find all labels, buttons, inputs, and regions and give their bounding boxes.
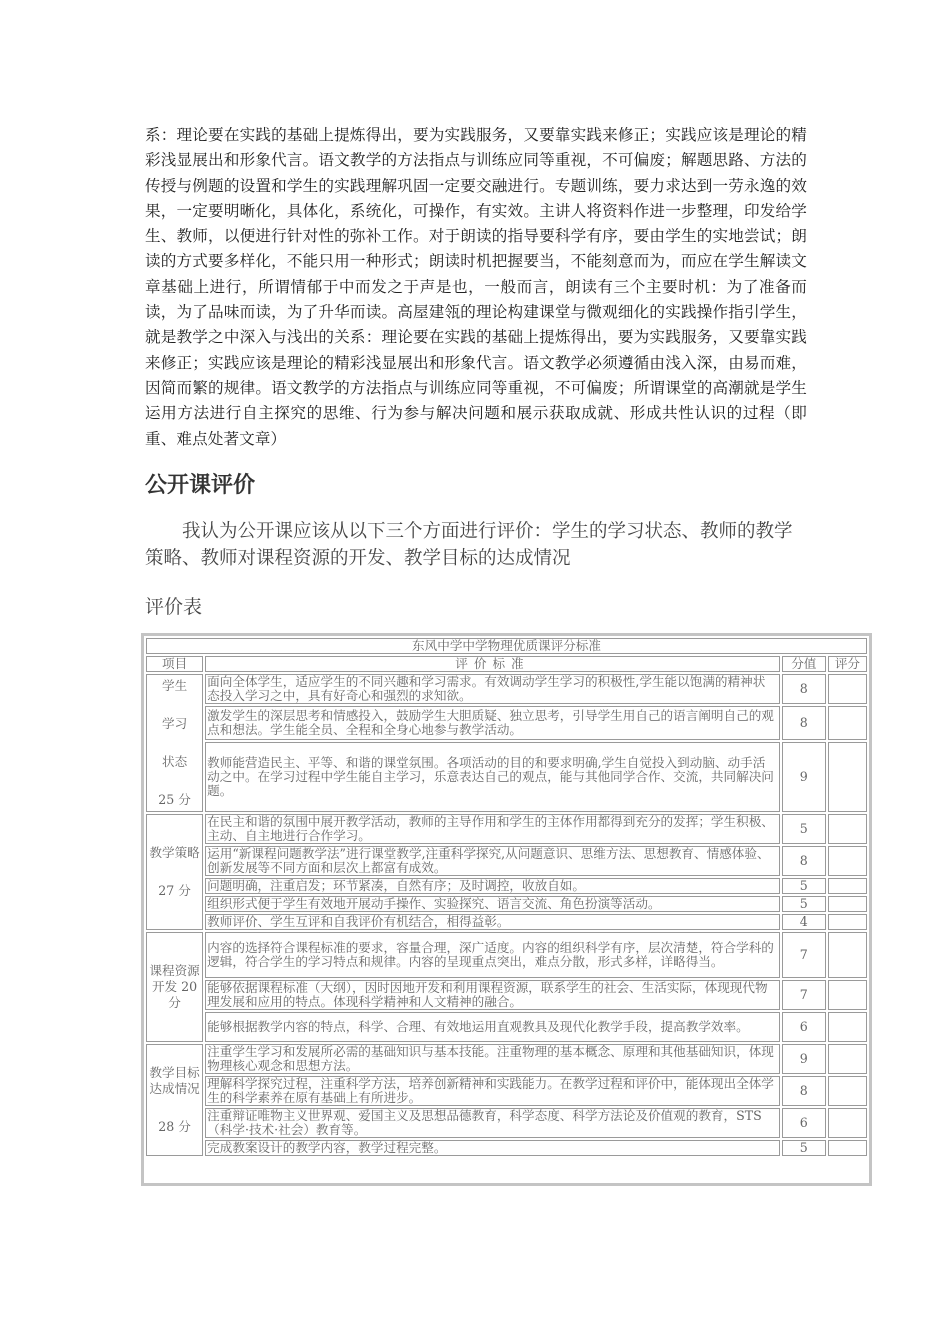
table-row	[146, 878, 867, 894]
points-cell: 5	[782, 814, 826, 844]
table-label: 评价表	[145, 596, 203, 618]
points-cell: 4	[782, 914, 826, 930]
category-spacer	[148, 732, 201, 754]
intro-paragraph: 我认为公开课应该从以下三个方面进行评价：学生的学习状态、教师的教学策略、教师对课程资源的开发、教学目标的达成情况	[145, 521, 793, 569]
criteria-cell: 在民主和谐的氛围中展开教学活动，教师的主导作用和学生的主体作用都得到充分的发挥；学生积极、主动、自主地进行合作学习。	[205, 814, 780, 844]
points-cell: 5	[782, 896, 826, 912]
criteria-cell: 能够依据课程标准（大纲），因时因地开发和利用课程资源，联系学生的社会、生活实际，体现现代物理发展和应用的特点。体现科学精神和人文精神的融合。	[205, 980, 780, 1010]
table-row	[146, 1108, 867, 1138]
points-cell: 8	[782, 674, 826, 704]
category-line: 学习	[161, 716, 188, 731]
header-criteria: 评价标准	[205, 656, 780, 672]
points-cell: 6	[782, 1108, 826, 1138]
category-line: 27 分	[158, 883, 191, 898]
criteria-cell: 教师能营造民主、平等、和谐的课堂氛围。各项活动的目的和要求明确,学生自觉投入到动脑、动手活动之中。在学习过程中学生能自主学习，乐意表达自己的观点，能与其他同学合作、交流，共同解决问题。	[205, 742, 780, 812]
criteria-cell: 注重辩证唯物主义世界观、爱国主义及思想品德教育，科学态度、科学方法论及价值观的教育，STS（科学·技术·社会）教育等。	[205, 1108, 780, 1138]
table-row	[146, 1076, 867, 1106]
points-cell: 8	[782, 846, 826, 876]
score-input-cell[interactable]	[828, 706, 867, 740]
table-row	[146, 742, 867, 812]
body-paragraph: 系：理论要在实践的基础上提炼得出，要为实践服务，又要靠实践来修正；实践应该是理论的精彩浅显展出和形象代言。语文教学的方法指点与训练应同等重视，不可偏废；解题思路、方法的传授与例题的设置和学生的实践理解巩固一定要交融进行。专题训练，要力求达到一劳永逸的效果，一定要明晰化，具体化，系统化，可操作，有实效。主讲人将资料作进一步整理，印发给学生、教师，以便进行针对性的弥补工作。对于朗读的指导要科学有序，要由学生的实地尝试；朗读的方式要多样化，不能只用一种形式；朗读时机把握要当，不能刻意而为，而应在学生解读文章基础上进行，所谓情郁于中而发之于声是也，一般而言，朗读有三个主要时机：为了准备而读，为了品味而读，为了升华而读。高屋建瓴的理论构建课堂与微观细化的实践操作指引学生，就是教学之中深入与浅出的关系：理论要在实践的基础上提炼得出，要为实践服务，又要靠实践来修正；实践应该是理论的精彩浅显展出和形象代言。语文教学必须遵循由浅入深，由易而难，因简而繁的规律。语文教学的方法指点与训练应同等重视，不可偏废；所谓课堂的高潮就是学生运用方法进行自主探究的思维、行为参与解决问题和展示获取成就、形成共性认识的过程（即重、难点处著文章）	[145, 126, 807, 448]
category-spacer	[148, 861, 201, 883]
category-line: 分	[168, 995, 181, 1010]
category-line: 课程资源	[149, 963, 200, 978]
score-input-cell[interactable]	[828, 878, 867, 894]
criteria-cell: 激发学生的深层思考和情感投入，鼓励学生大胆质疑、独立思考，引导学生用自己的语言阐明自己的观点和想法。学生能全员、全程和全身心地参与教学活动。	[205, 706, 780, 740]
score-input-cell[interactable]	[828, 896, 867, 912]
criteria-cell: 面向全体学生，适应学生的不同兴趣和学习需求。有效调动学生学习的积极性,学生能以饱满的精神状态投入学习之中，具有好奇心和强烈的求知欲。	[205, 674, 780, 704]
points-cell: 6	[782, 1012, 826, 1042]
table-row	[146, 932, 867, 978]
evaluation-table	[144, 636, 869, 1158]
category-line: 开发 20	[151, 979, 198, 994]
table-row	[146, 814, 867, 844]
category-line: 教学目标	[149, 1065, 200, 1080]
score-input-cell[interactable]	[828, 980, 867, 1010]
points-cell: 8	[782, 1076, 826, 1106]
criteria-cell: 教师评价、学生互评和自我评价有机结合，相得益彰。	[205, 914, 780, 930]
score-input-cell[interactable]	[828, 1012, 867, 1042]
table-row	[146, 914, 867, 930]
category-line: 25 分	[158, 792, 191, 807]
points-cell: 9	[782, 742, 826, 812]
score-input-cell[interactable]	[828, 1108, 867, 1138]
criteria-cell: 能够根据教学内容的特点，科学、合理、有效地运用直观教具及现代化教学手段，提高教学效率。	[205, 1012, 780, 1042]
category-spacer	[148, 694, 201, 716]
header-points: 分值	[782, 656, 826, 672]
points-cell: 5	[782, 1140, 826, 1156]
score-input-cell[interactable]	[828, 1140, 867, 1156]
points-cell: 7	[782, 932, 826, 978]
category-spacer	[148, 1097, 201, 1119]
score-input-cell[interactable]	[828, 742, 867, 812]
criteria-cell: 注重学生学习和发展所必需的基础知识与基本技能。注重物理的基本概念、原理和其他基础知识，体现物理核心观念和思想方法。	[205, 1044, 780, 1074]
category-line: 达成情况	[149, 1081, 200, 1096]
score-input-cell[interactable]	[828, 1076, 867, 1106]
points-cell: 8	[782, 706, 826, 740]
table-row	[146, 1140, 867, 1156]
score-input-cell[interactable]	[828, 846, 867, 876]
points-cell: 7	[782, 980, 826, 1010]
category-line: 状态	[161, 754, 188, 769]
criteria-cell: 理解科学探究过程，注重科学方法，培养创新精神和实践能力。在教学过程和评价中，能体现出全体学生的科学素养在原有基础上有所进步。	[205, 1076, 780, 1106]
category-line: 教学策略	[149, 845, 200, 860]
table-row	[146, 674, 867, 704]
table-row	[146, 1012, 867, 1042]
table-title-row	[146, 638, 867, 654]
score-input-cell[interactable]	[828, 674, 867, 704]
table-row	[146, 1044, 867, 1074]
criteria-cell: 运用“新课程问题教学法”进行课堂教学,注重科学探究,从问题意识、思维方法、思想教育、情感体验、创新发展等不同方面和层次上都富有成效。	[205, 846, 780, 876]
points-cell: 5	[782, 878, 826, 894]
category-cell	[146, 674, 203, 812]
category-cell	[146, 932, 203, 1042]
table-row	[146, 706, 867, 740]
header-score: 评分	[828, 656, 867, 672]
table-row	[146, 980, 867, 1010]
criteria-cell: 内容的选择符合课程标准的要求，容量合理，深广适度。内容的组织科学有序，层次清楚，符合学科的逻辑，符合学生的学习特点和规律。内容的呈现重点突出，难点分散，形式多样，详略得当。	[205, 932, 780, 978]
score-input-cell[interactable]	[828, 932, 867, 978]
score-input-cell[interactable]	[828, 914, 867, 930]
category-line: 28 分	[158, 1119, 191, 1134]
header-item: 项目	[146, 656, 203, 672]
section-heading: 公开课评价	[145, 473, 256, 498]
evaluation-table-frame	[141, 633, 872, 1186]
category-cell	[146, 814, 203, 930]
score-input-cell[interactable]	[828, 814, 867, 844]
table-row	[146, 846, 867, 876]
table-row	[146, 896, 867, 912]
table-header-row	[146, 656, 867, 672]
criteria-cell: 完成教案设计的教学内容，教学过程完整。	[205, 1140, 780, 1156]
category-spacer	[148, 770, 201, 792]
criteria-cell: 问题明确，注重启发；环节紧凑，自然有序；及时调控，收放自如。	[205, 878, 780, 894]
category-line: 学生	[161, 678, 188, 693]
points-cell: 9	[782, 1044, 826, 1074]
category-cell	[146, 1044, 203, 1156]
criteria-cell: 组织形式便于学生有效地开展动手操作、实验探究、语言交流、角色扮演等活动。	[205, 896, 780, 912]
table-title: 东风中学中学物理优质课评分标准	[146, 638, 867, 654]
score-input-cell[interactable]	[828, 1044, 867, 1074]
